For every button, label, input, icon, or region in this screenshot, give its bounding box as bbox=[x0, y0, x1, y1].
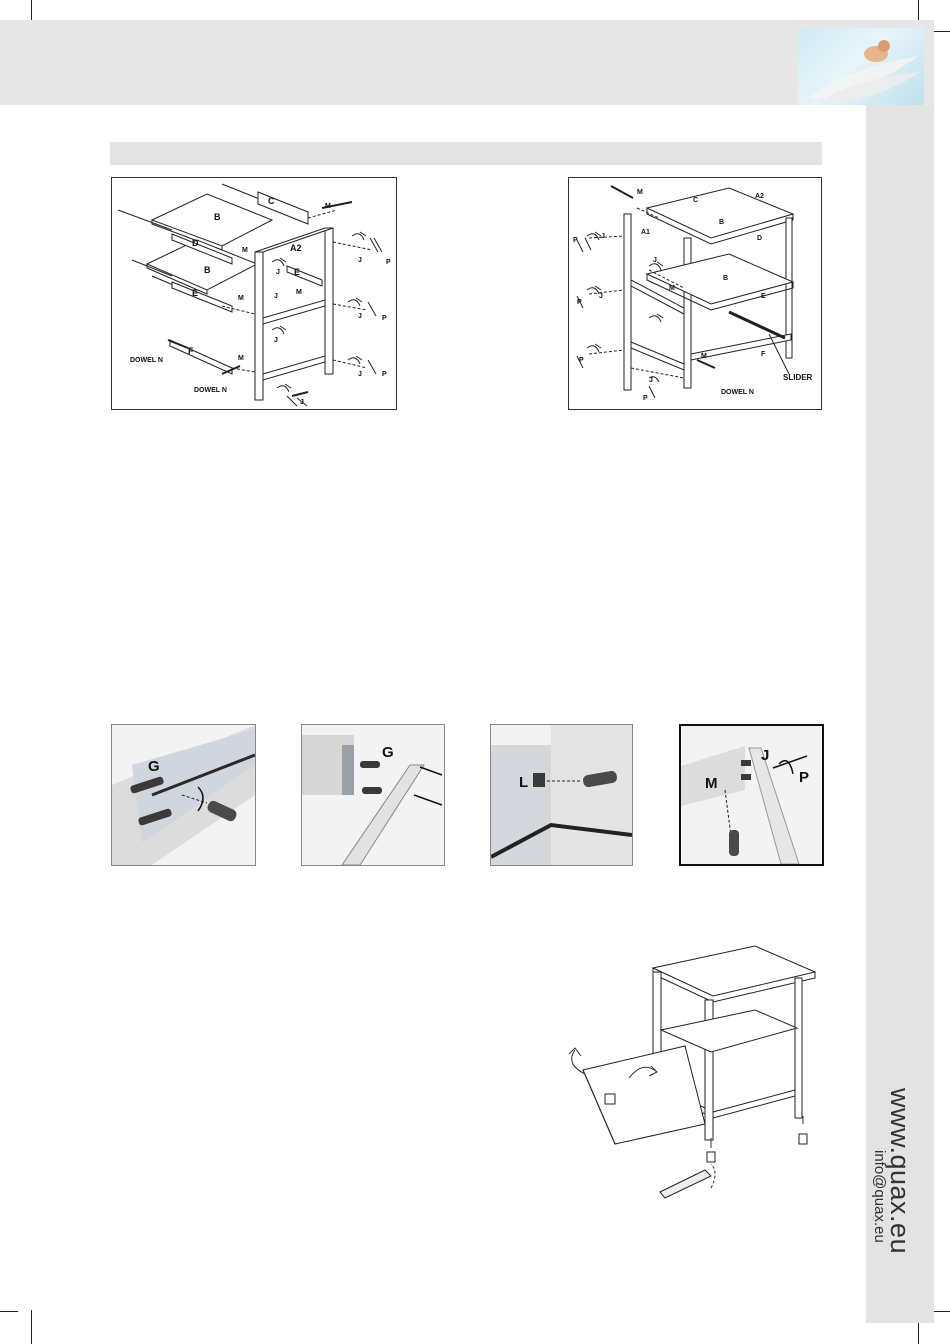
photo4-label-j: J bbox=[761, 747, 770, 764]
photo4-label-m: M bbox=[705, 775, 718, 792]
part-label-p3: P bbox=[382, 371, 387, 378]
photo1-label: G bbox=[148, 758, 160, 775]
part-label-m4: M bbox=[238, 295, 244, 302]
detail-photo-insert-bolt bbox=[301, 724, 445, 866]
part-label-dowel-1: DOWEL N bbox=[130, 357, 163, 364]
part-label-b-mid: B bbox=[204, 265, 211, 275]
part-label-j2: J bbox=[599, 293, 603, 300]
part-label-j2: J bbox=[274, 293, 278, 300]
part-label-m5: M bbox=[238, 355, 244, 362]
part-label-b-top: B bbox=[719, 219, 725, 226]
photo4-label-p: P bbox=[799, 769, 810, 786]
section-title-bar bbox=[110, 142, 822, 165]
part-label-p3: P bbox=[579, 357, 584, 364]
header-angel-photo bbox=[798, 28, 924, 105]
detail-photo-dowel bbox=[679, 724, 824, 866]
part-label-e: E bbox=[192, 288, 199, 298]
part-label-j7: J bbox=[276, 269, 280, 276]
part-label-a2: A2 bbox=[755, 193, 764, 200]
detail-photo-corner-screw bbox=[490, 724, 633, 866]
part-label-m3: M bbox=[296, 289, 302, 296]
crop-mark bbox=[932, 31, 950, 32]
part-label-m-mid: M bbox=[669, 285, 675, 292]
contact-block bbox=[871, 1088, 924, 1258]
part-label-p1: P bbox=[386, 259, 391, 266]
detail-photo-cam-bolt bbox=[111, 724, 256, 866]
crop-mark bbox=[932, 1311, 950, 1312]
photo2-label: G bbox=[382, 744, 394, 761]
part-label-e: E bbox=[761, 293, 766, 300]
part-label-p2: P bbox=[577, 299, 582, 306]
part-label-c: C bbox=[268, 196, 275, 206]
part-label-a2: A2 bbox=[290, 243, 302, 253]
part-label-f: F bbox=[761, 351, 766, 358]
part-label-j4: J bbox=[274, 337, 278, 344]
part-label-j3: J bbox=[358, 313, 362, 320]
part-label-c: C bbox=[693, 197, 699, 204]
assembly-figure-rear-drawing bbox=[569, 178, 821, 409]
part-label-m-bot: M bbox=[701, 353, 707, 360]
photo3-label: L bbox=[519, 774, 529, 791]
part-label-dowel-2: DOWEL N bbox=[194, 387, 227, 394]
part-label-m2: M bbox=[242, 247, 248, 254]
assembly-figure-exploded-drawing bbox=[112, 178, 396, 409]
part-label-j1: J bbox=[358, 257, 362, 264]
assembly-figure-exploded bbox=[111, 177, 397, 410]
part-label-j3: J bbox=[653, 257, 657, 264]
part-label-p4: P bbox=[643, 395, 648, 402]
part-label-j6: J bbox=[300, 399, 304, 406]
part-label-p2: P bbox=[382, 315, 387, 322]
part-label-p1: P bbox=[573, 237, 578, 244]
crop-mark bbox=[31, 1310, 32, 1344]
assembly-figure-rear bbox=[568, 177, 822, 410]
part-label-dowel: DOWEL N bbox=[721, 389, 754, 396]
part-label-m1: M bbox=[325, 203, 331, 210]
part-label-f: F bbox=[188, 346, 194, 356]
part-label-m-top: M bbox=[637, 189, 643, 196]
part-label-e-inner: E bbox=[294, 267, 301, 277]
part-label-a1: A1 bbox=[641, 229, 650, 236]
part-label-j4: J bbox=[649, 377, 653, 384]
website-text[interactable]: www.quax.eu bbox=[885, 1088, 915, 1255]
assembled-unit-illustration bbox=[555, 938, 825, 1213]
part-label-b-mid: B bbox=[723, 275, 729, 282]
crop-mark bbox=[0, 1311, 18, 1312]
part-label-d: D bbox=[192, 238, 199, 248]
part-label-d: D bbox=[757, 235, 763, 242]
part-label-j5: J bbox=[358, 371, 362, 378]
email-text[interactable]: info@quax.eu bbox=[871, 1150, 888, 1243]
part-label-slider: SLIDER bbox=[783, 373, 813, 382]
part-label-j1: J bbox=[601, 233, 605, 240]
header-band bbox=[0, 20, 934, 105]
part-label-b-top: B bbox=[214, 212, 221, 222]
